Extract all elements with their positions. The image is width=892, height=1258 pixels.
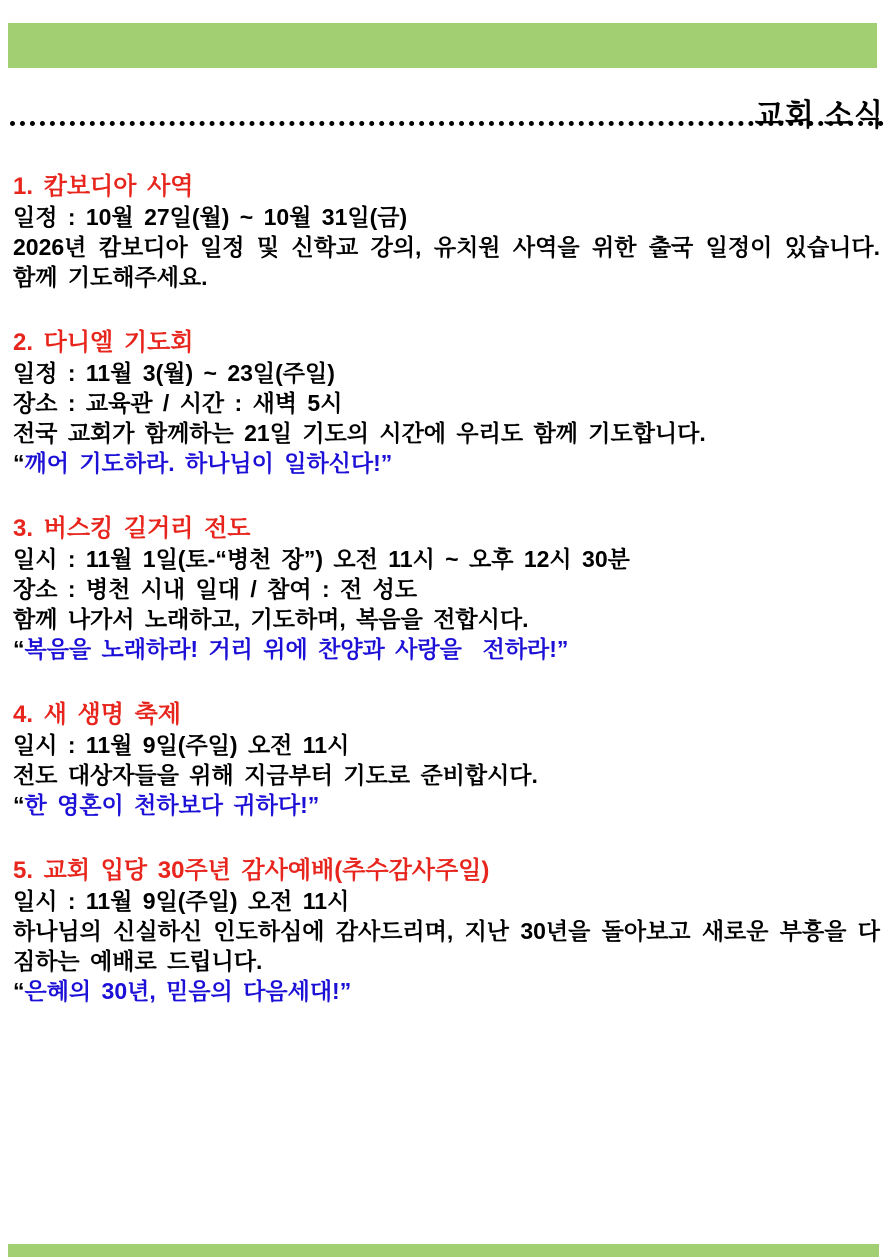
top-green-bar xyxy=(8,23,877,68)
section-text-line: 전도 대상자들을 위해 지금부터 기도로 준비합시다. xyxy=(13,762,538,788)
page-title: 교회 소식 xyxy=(754,99,884,132)
section-heading: 1. 캄보디아 사역 xyxy=(13,173,194,200)
dotted-divider-line xyxy=(10,121,884,126)
quote-text: 은혜의 30년, 믿음의 다음세대!” xyxy=(24,978,352,1004)
section-text-line: 일시 : 11월 1일(토-“병천 장”) 오전 11시 ~ 오후 12시 30분 xyxy=(13,546,630,572)
section-text-line: 함께 나가서 노래하고, 기도하며, 복음을 전합시다. xyxy=(13,606,529,632)
open-quote-mark: “ xyxy=(13,978,25,1004)
open-quote-mark: “ xyxy=(13,792,25,818)
section-quote-line xyxy=(13,634,880,664)
section-text-line: 일정 : 10월 27일(월) ~ 10월 31일(금) xyxy=(13,204,408,230)
section-heading: 4. 새 생명 축제 xyxy=(13,701,181,728)
section-text-line: 일시 : 11월 9일(주일) 오전 11시 xyxy=(13,888,350,914)
news-section xyxy=(13,172,880,292)
content xyxy=(13,172,880,1042)
quote-text: 복음을 노래하라! 거리 위에 찬양과 사랑을 전하라!” xyxy=(24,636,569,662)
section-heading: 3. 버스킹 길거리 전도 xyxy=(13,515,251,542)
section-text-line: 전국 교회가 함께하는 21일 기도의 시간에 우리도 함께 기도합니다. xyxy=(13,420,706,446)
open-quote-mark: “ xyxy=(13,636,25,662)
news-section xyxy=(13,328,880,478)
quote-text: 깨어 기도하라. 하나님이 일하신다!” xyxy=(24,450,393,476)
section-text-line: 장소 : 교육관 / 시간 : 새벽 5시 xyxy=(13,390,343,416)
section-heading: 2. 다니엘 기도회 xyxy=(13,329,194,356)
section-quote-line xyxy=(13,790,880,820)
news-section xyxy=(13,514,880,664)
quote-text: 한 영혼이 천하보다 귀하다!” xyxy=(24,792,320,818)
bottom-green-bar xyxy=(8,1244,879,1257)
open-quote-mark: “ xyxy=(13,450,25,476)
section-text-line: 2026년 캄보디아 일정 및 신학교 강의, 유치원 사역을 위한 출국 일정이 있습니다. 함께 기도해주세요. xyxy=(13,234,880,290)
header xyxy=(10,92,884,132)
section-text-line: 일정 : 11월 3(월) ~ 23일(주일) xyxy=(13,360,335,386)
section-quote-line xyxy=(13,448,880,478)
section-text-line: 일시 : 11월 9일(주일) 오전 11시 xyxy=(13,732,350,758)
section-text-line: 하나님의 신실하신 인도하심에 감사드리며, 지난 30년을 돌아보고 새로운 부흥을 다짐하는 예배로 드립니다. xyxy=(13,918,880,974)
section-quote-line xyxy=(13,976,880,1006)
section-heading: 5. 교회 입당 30주년 감사예배(추수감사주일) xyxy=(13,857,490,884)
news-section xyxy=(13,700,880,820)
news-section xyxy=(13,856,880,1006)
section-text-line: 장소 : 병천 시내 일대 / 참여 : 전 성도 xyxy=(13,576,418,602)
